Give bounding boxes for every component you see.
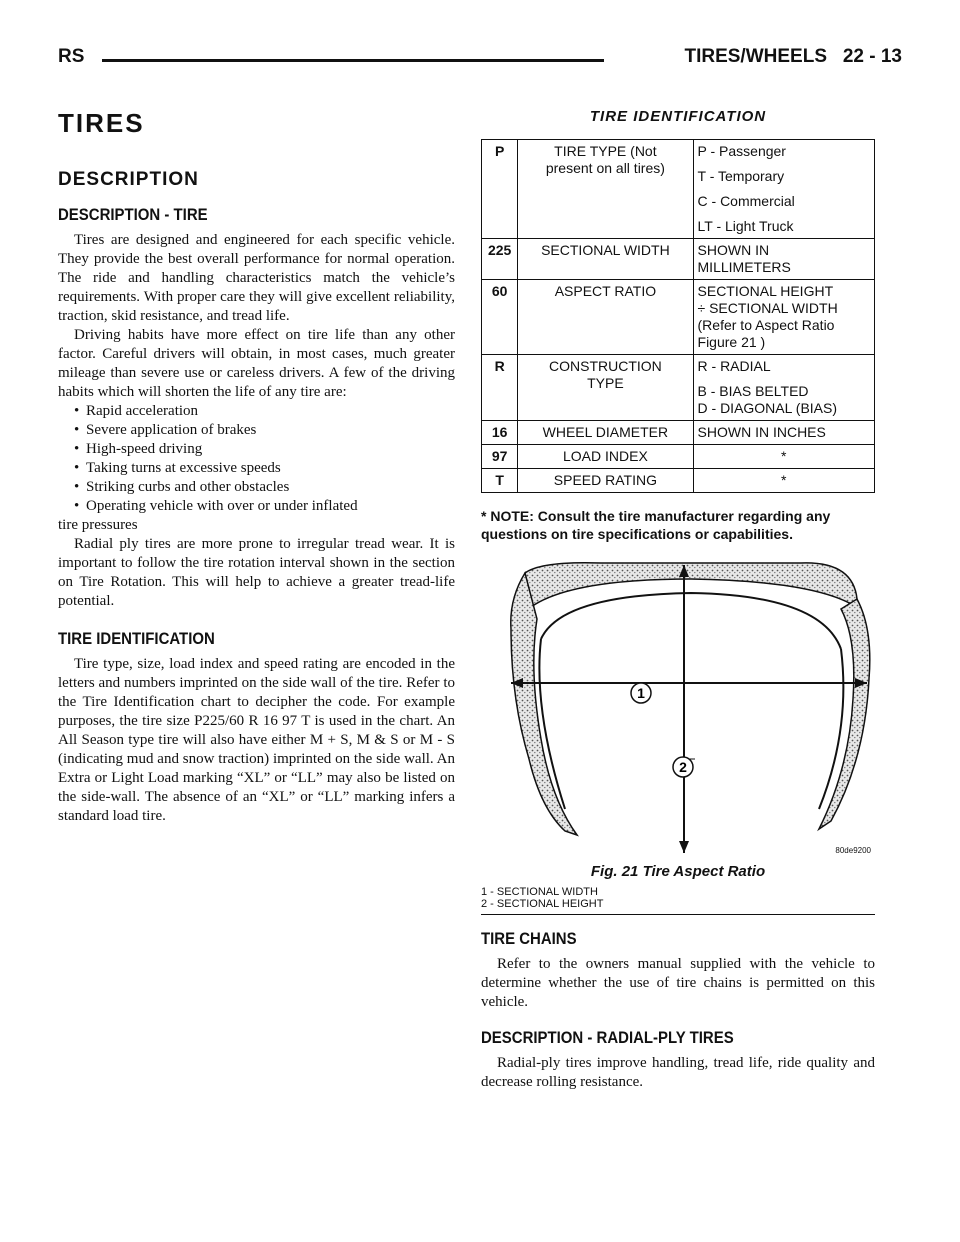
table-row — [482, 445, 875, 469]
name-line: SPEED RATING — [553, 472, 657, 488]
list-item: • Striking curbs and other obstacles — [74, 478, 455, 497]
name-cell — [518, 140, 693, 239]
driving-habits-list — [58, 402, 455, 516]
meaning-cell — [693, 469, 874, 493]
note-text: * NOTE: Consult the tire manufacturer regarding any questions on tire specifications or capabilities. — [481, 508, 831, 542]
list-item-continuation: tire pressures — [58, 517, 138, 533]
list-item: • Taking turns at excessive speeds — [74, 459, 455, 478]
meaning-line: SECTIONAL HEIGHT — [697, 283, 834, 299]
list-item: • Rapid acceleration — [74, 402, 455, 421]
tread-area — [525, 563, 857, 607]
name-cell — [518, 421, 693, 445]
meaning-line: * — [781, 448, 787, 464]
meaning-line: * — [781, 472, 787, 488]
meaning-line — [698, 375, 870, 383]
header-rule — [102, 59, 604, 62]
paragraph-driving-habits: Driving habits have more effect on tire life than any other factor. Careful drivers will obtain, in most cases, much greater mileage than severe use or careless drivers. A few of the driving habits which will shorten the life of any tire are: — [58, 327, 455, 400]
tire-aspect-ratio-figure — [481, 559, 875, 859]
meaning-line: C - Commercial — [697, 193, 795, 209]
meaning-cell — [693, 280, 874, 355]
tire-cross-section-diagram — [481, 559, 875, 859]
name-cell — [518, 355, 693, 421]
tire-chains-heading: TIRE CHAINS — [481, 929, 577, 948]
table-row — [482, 355, 875, 421]
name-line: TYPE — [587, 375, 624, 391]
name-line: TIRE TYPE (Not — [554, 143, 657, 159]
paragraph-tire-identification: Tire type, size, load index and speed rating are encoded in the letters and numbers imprinted on the side wall of the tire. Refer to the Tire Identification chart to decipher the code. For example purposes, the tire size P225/60 R 16 97 T is used in the chart. An All Season type tire will also have either M + S, M & S or M - S (indicating mud and snow traction) imprinted on the side wall. An Extra or Light Load marking “XL” or “LL” may also be listed on the side-wall. The absence of an “XL” or “LL” marking infers a standard load tire. — [58, 656, 455, 824]
figure-rule — [481, 914, 875, 915]
meaning-line: (Refer to Aspect Ratio — [697, 317, 835, 333]
section-title: TIRES — [58, 108, 145, 138]
table-row — [482, 421, 875, 445]
inner-liner — [541, 593, 841, 649]
figure-code: 80de9200 — [835, 846, 871, 855]
right-sidewall — [819, 599, 870, 829]
meaning-line: T - Temporary — [697, 168, 785, 184]
header-section-page — [684, 46, 902, 68]
name-line: CONSTRUCTION — [549, 358, 662, 374]
tire-identification-heading: TIRE IDENTIFICATION — [58, 629, 215, 648]
table-row — [482, 469, 875, 493]
meaning-line: ÷ SECTIONAL WIDTH — [697, 300, 838, 316]
legend-item: 2 - SECTIONAL HEIGHT — [481, 898, 604, 910]
name-line: LOAD INDEX — [562, 448, 648, 464]
callout-1-label: 1 — [637, 685, 645, 701]
list-item: • Severe application of brakes — [74, 421, 455, 440]
paragraph-radial-ply: Radial-ply tires improve handling, tread life, ride quality and decrease rolling resistance. — [481, 1055, 875, 1090]
code-cell: 60 — [482, 280, 518, 355]
meaning-line: D - DIAGONAL (BIAS) — [697, 400, 838, 416]
code-cell: T — [482, 469, 518, 493]
header-page-number: 22 - 13 — [842, 46, 902, 67]
code-cell: 97 — [482, 445, 518, 469]
name-cell — [518, 469, 693, 493]
code-cell: 16 — [482, 421, 518, 445]
code-cell: P — [482, 140, 518, 239]
left-sidewall — [511, 573, 577, 835]
figure-caption: Fig. 21 Tire Aspect Ratio — [590, 863, 766, 880]
meaning-line: Figure 21 ) — [697, 334, 766, 350]
description-heading: DESCRIPTION — [58, 169, 199, 190]
meaning-cell — [693, 355, 874, 421]
tire-identification-table — [481, 139, 875, 493]
meaning-line: R - RADIAL — [697, 358, 771, 374]
list-item: • High-speed driving — [74, 440, 455, 459]
meaning-line — [698, 160, 870, 168]
paragraph-tire-chains: Refer to the owners manual supplied with the vehicle to determine whether the use of tire chains is permitted on this vehicle. — [481, 956, 875, 1010]
meaning-cell — [693, 445, 874, 469]
name-line: present on all tires) — [545, 160, 665, 176]
legend-item: 1 - SECTIONAL WIDTH — [481, 886, 598, 898]
name-cell — [518, 445, 693, 469]
name-cell — [518, 280, 693, 355]
header-section: TIRES/WHEELS — [684, 46, 827, 67]
table-row — [482, 280, 875, 355]
code-cell: R — [482, 355, 518, 421]
left-column — [58, 108, 455, 826]
meaning-line: SHOWN IN — [697, 242, 770, 258]
meaning-cell — [693, 239, 874, 280]
paragraph-tire-design: Tires are designed and engineered for each specific vehicle. They provide the best overall performance for normal operation. The ride and handling characteristics match the vehicle’s requirements. With proper care they will give excellent reliability, traction, skid resistance, and tread life. — [58, 232, 455, 324]
description-tire-heading: DESCRIPTION - TIRE — [58, 205, 208, 224]
meaning-line: SHOWN IN INCHES — [697, 424, 826, 440]
name-line: SECTIONAL WIDTH — [541, 242, 670, 258]
meaning-line: B - BIAS BELTED — [697, 383, 809, 399]
name-cell — [518, 239, 693, 280]
code-cell: 225 — [482, 239, 518, 280]
radial-ply-heading: DESCRIPTION - RADIAL-PLY TIRES — [481, 1028, 734, 1047]
meaning-cell — [693, 421, 874, 445]
table-row — [482, 239, 875, 280]
height-arrow-bottom — [679, 841, 689, 853]
right-column — [481, 108, 875, 1092]
meaning-line: MILLIMETERS — [697, 259, 791, 275]
list-item: • Operating vehicle with over or under inflated — [74, 497, 455, 516]
meaning-cell — [693, 140, 874, 239]
figure-legend — [481, 886, 875, 910]
page-header — [58, 42, 902, 76]
meaning-line: P - Passenger — [697, 143, 786, 159]
name-line: ASPECT RATIO — [554, 283, 657, 299]
meaning-line: LT - Light Truck — [697, 218, 794, 234]
header-manual-code: RS — [58, 46, 85, 67]
callout-2-label: 2 — [679, 759, 687, 775]
table-row — [482, 140, 875, 239]
table-title: TIRE IDENTIFICATION — [589, 108, 767, 125]
paragraph-radial-wear: Radial ply tires are more prone to irregular tread wear. It is important to follow the tire rotation interval shown in the section on Tire Rotation. This will help to achieve a greater tread-life potential. — [58, 536, 455, 609]
name-line: WHEEL DIAMETER — [542, 424, 669, 440]
